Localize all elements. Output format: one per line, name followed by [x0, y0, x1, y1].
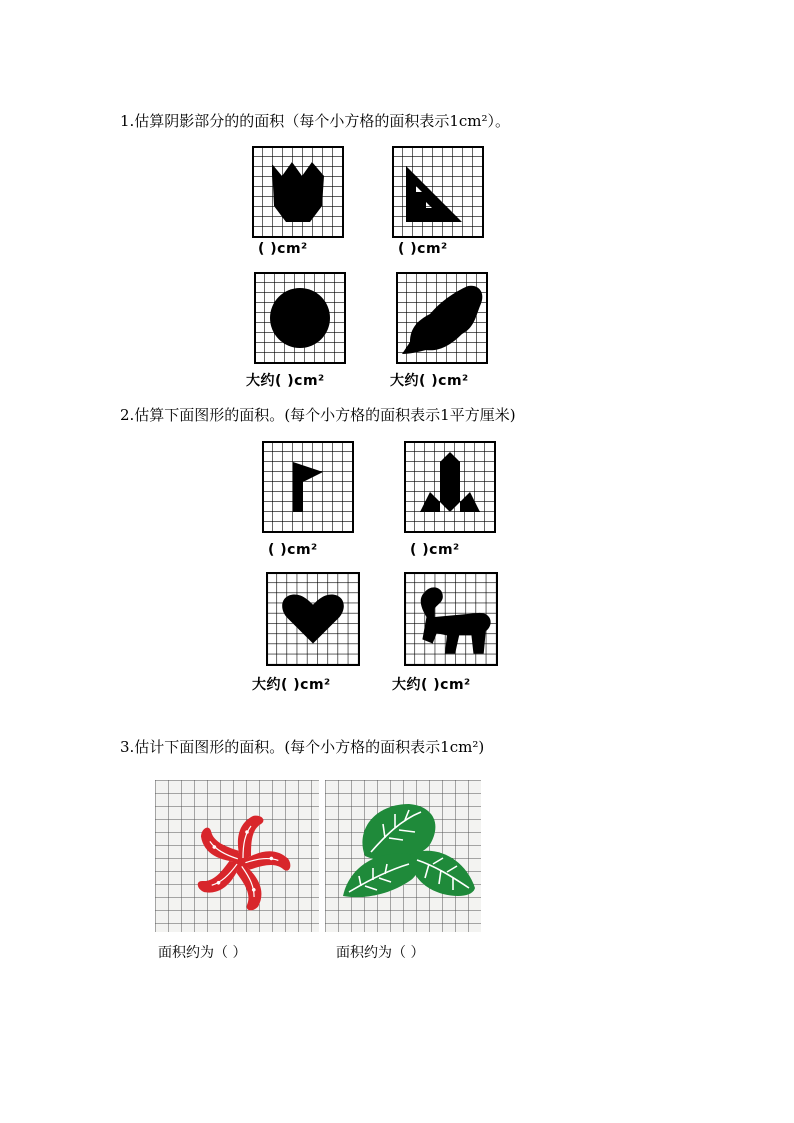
caption-flag: ( )cm²: [268, 542, 318, 558]
caption-heart: 大约( )cm²: [252, 677, 331, 693]
caption-leaves: 面积约为（ ）: [336, 945, 425, 961]
grid-heart-figure: [266, 572, 360, 666]
question-2: 2.估算下面图形的面积。(每个小方格的面积表示1平方厘米): [120, 406, 516, 424]
grid-flag-figure: [262, 441, 354, 533]
caption-tulip: ( )cm²: [258, 241, 308, 257]
caption-flower: 面积约为（ ）: [158, 945, 247, 961]
question-3: 3.估计下面图形的面积。(每个小方格的面积表示1cm²): [120, 738, 485, 756]
photo-leaves-on-grid: [325, 780, 481, 932]
grid-leaf-figure: [396, 272, 488, 364]
caption-circle: 大约( )cm²: [246, 373, 325, 389]
photo-flower-on-grid: [155, 780, 319, 932]
grid-circle-figure: [254, 272, 346, 364]
caption-tree: ( )cm²: [410, 542, 460, 558]
caption-animal: 大约( )cm²: [392, 677, 471, 693]
grid-tree-figure: [404, 441, 496, 533]
grid-animal-figure: [404, 572, 498, 666]
grid-triangle-figure: [392, 146, 484, 238]
question-1: 1.估算阴影部分的的面积（每个小方格的面积表示1cm²）。: [120, 112, 510, 130]
caption-leaf: 大约( )cm²: [390, 373, 469, 389]
caption-triangle: ( )cm²: [398, 241, 448, 257]
grid-tulip-figure: [252, 146, 344, 238]
